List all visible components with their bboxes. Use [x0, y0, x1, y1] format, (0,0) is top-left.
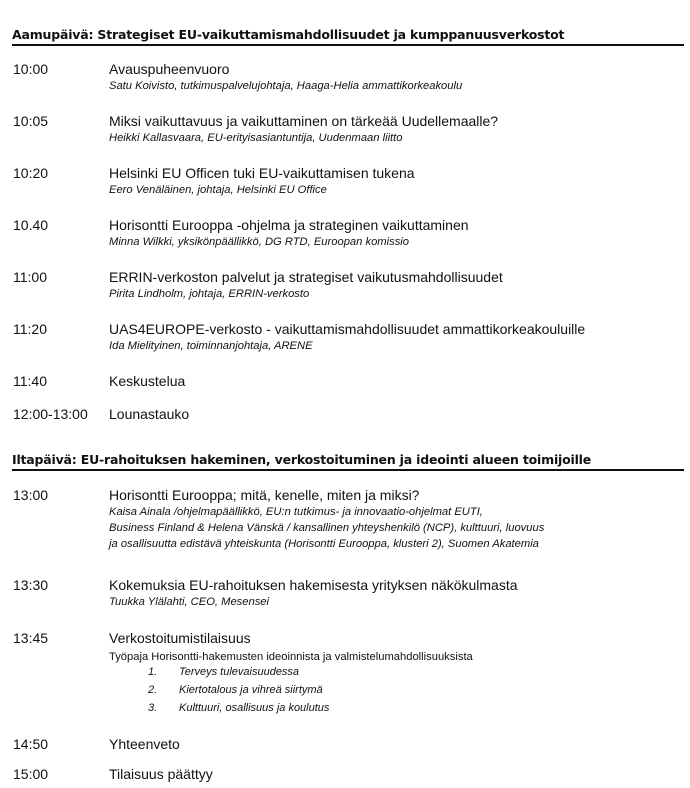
afternoon-heading: Iltapäivä: EU-rahoituksen hakeminen, verkostoituminen ja ideointi alueen toimijoille	[12, 452, 684, 471]
agenda-speaker-line: ja osallisuutta edistävä yhteiskunta (Horisontti Eurooppa, klusteri 2), Suomen Akatemia	[109, 538, 539, 550]
agenda-title: Miksi vaikuttavuus ja vaikuttaminen on tärkeää Uudellemaalle?	[109, 113, 499, 129]
list-text: Kiertotalous ja vihreä siirtymä	[179, 684, 323, 696]
agenda-time: 13:30	[13, 577, 49, 593]
agenda-time: 10.40	[13, 217, 49, 233]
morning-heading: Aamupäivä: Strategiset EU-vaikuttamismahdollisuudet ja kumppanuusverkostot	[12, 27, 684, 46]
agenda-title: Keskustelua	[109, 373, 186, 389]
agenda-title: Horisontti Eurooppa; mitä, kenelle, miten ja miksi?	[109, 487, 420, 503]
agenda-speaker: Satu Koivisto, tutkimuspalvelujohtaja, Haaga-Helia ammattikorkeakoulu	[109, 80, 463, 92]
agenda-title: ERRIN-verkoston palvelut ja strategiset vaikutusmahdollisuudet	[109, 269, 503, 285]
list-number: 1.	[148, 666, 158, 678]
agenda-speaker-line: Business Finland & Helena Vänskä / kansallinen yhteyshenkilö (NCP), kulttuuri, luovuus	[109, 522, 545, 534]
agenda-title: Tilaisuus päättyy	[109, 766, 213, 782]
agenda-title: UAS4EUROPE-verkosto - vaikuttamismahdollisuudet ammattikorkeakouluille	[109, 321, 586, 337]
agenda-speaker: Minna Wilkki, yksikönpäällikkö, DG RTD, Euroopan komissio	[109, 236, 409, 248]
agenda-title: Helsinki EU Officen tuki EU-vaikuttamisen tukena	[109, 165, 415, 181]
agenda-speaker: Ida Mielityinen, toiminnanjohtaja, ARENE	[109, 340, 313, 352]
agenda-speaker: Eero Venäläinen, johtaja, Helsinki EU Office	[109, 184, 327, 196]
list-number: 2.	[148, 684, 158, 696]
list-text: Terveys tulevaisuudessa	[179, 666, 300, 678]
agenda-time: 11:40	[13, 373, 47, 389]
agenda-title: Kokemuksia EU-rahoituksen hakemisesta yrityksen näkökulmasta	[109, 577, 518, 593]
agenda-title: Avauspuheenvuoro	[109, 61, 230, 77]
agenda-speaker: Heikki Kallasvaara, EU-erityisasiantuntija, Uudenmaan liitto	[109, 132, 403, 144]
agenda-time: 13:00	[13, 487, 49, 503]
agenda-description: Työpaja Horisontti-hakemusten ideoinnista ja valmistelumahdollisuuksista	[109, 651, 473, 663]
agenda-title: Yhteenveto	[109, 736, 180, 752]
agenda-title: Verkostoitumistilaisuus	[109, 630, 251, 646]
agenda-speaker: Pirita Lindholm, johtaja, ERRIN-verkosto	[109, 288, 310, 300]
agenda-title: Lounastauko	[109, 406, 190, 422]
agenda-time: 10:05	[13, 113, 49, 129]
agenda-time: 10:20	[13, 165, 49, 181]
agenda-title: Horisontti Eurooppa -ohjelma ja strateginen vaikuttaminen	[109, 217, 469, 233]
agenda-speaker-line: Kaisa Ainala /ohjelmapäällikkö, EU:n tutkimus- ja innovaatio-ohjelmat EUTI,	[109, 506, 483, 518]
agenda-time: 11:00	[13, 269, 47, 285]
agenda-time: 11:20	[13, 321, 47, 337]
agenda-time: 13:45	[13, 630, 49, 646]
agenda-time: 10:00	[13, 61, 49, 77]
list-text: Kulttuuri, osallisuus ja koulutus	[179, 702, 330, 714]
agenda-time: 15:00	[13, 766, 49, 782]
agenda-time: 14:50	[13, 736, 49, 752]
agenda-time: 12:00-13:00	[13, 406, 88, 422]
list-number: 3.	[148, 702, 158, 714]
agenda-speaker: Tuukka Ylälahti, CEO, Mesensei	[109, 596, 270, 608]
